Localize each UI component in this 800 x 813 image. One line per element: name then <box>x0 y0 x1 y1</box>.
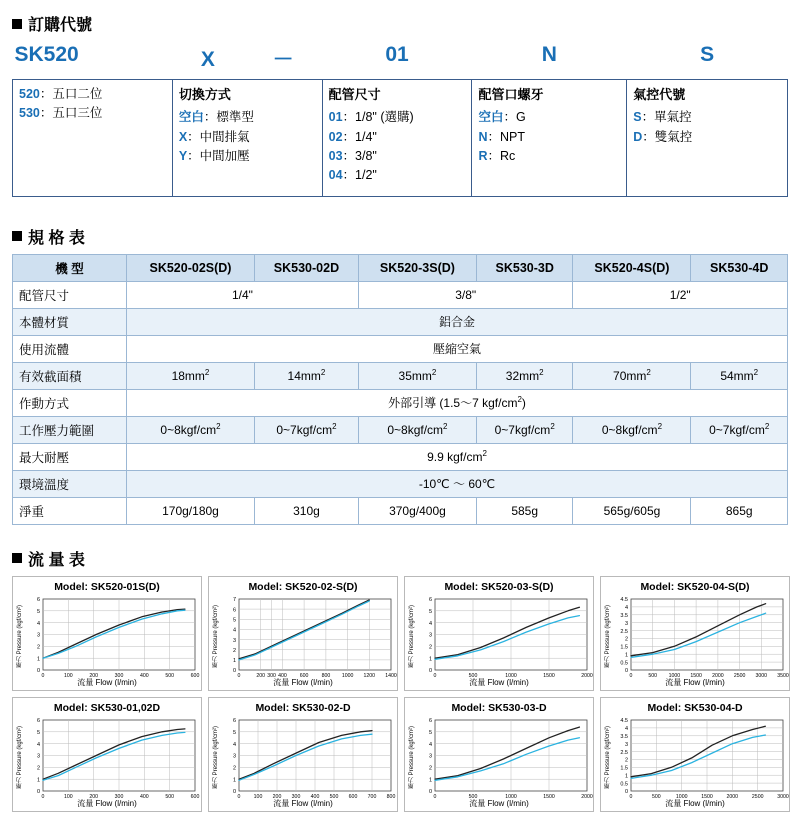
chart-plot <box>13 593 203 692</box>
svg-text:3: 3 <box>36 632 40 639</box>
chart-plot <box>405 593 595 692</box>
svg-text:500: 500 <box>329 793 339 800</box>
chart-plot <box>209 714 399 813</box>
spec-row <box>13 497 788 524</box>
order-code-table <box>12 41 788 197</box>
svg-text:100: 100 <box>63 672 73 679</box>
spec-row <box>13 362 788 389</box>
spec-cell: 9.9 kgf/$cm^2$ <box>127 443 788 470</box>
svg-text:0.5: 0.5 <box>620 659 628 666</box>
svg-text:600: 600 <box>190 793 200 800</box>
svg-text:500: 500 <box>165 793 175 800</box>
order-col-series: 520：五口二位 530：五口三位 <box>13 80 173 197</box>
svg-text:2000: 2000 <box>581 672 593 679</box>
svg-text:0: 0 <box>624 667 628 674</box>
svg-text:0: 0 <box>237 672 241 679</box>
svg-text:2: 2 <box>428 765 432 772</box>
svg-text:4: 4 <box>232 627 236 634</box>
svg-text:300: 300 <box>267 672 276 679</box>
code-cell-series: SK520 <box>14 43 79 66</box>
svg-text:0: 0 <box>428 788 432 795</box>
spec-cell: 585g <box>476 497 573 524</box>
svg-text:400: 400 <box>278 672 287 679</box>
svg-text:3: 3 <box>36 753 40 760</box>
spec-header-row <box>13 254 788 281</box>
spec-row <box>13 389 788 416</box>
svg-text:0: 0 <box>36 788 40 795</box>
svg-text:4: 4 <box>624 604 628 611</box>
svg-text:500: 500 <box>468 672 478 679</box>
svg-text:100: 100 <box>253 793 263 800</box>
chart-x-axis-label: 流量 Flow (l/min) <box>77 677 137 687</box>
svg-text:0: 0 <box>36 667 40 674</box>
chart-plot <box>601 714 791 813</box>
svg-text:1.5: 1.5 <box>620 765 628 772</box>
spec-cell: $35mm^2$ <box>358 362 476 389</box>
svg-text:300: 300 <box>114 672 124 679</box>
spec-row <box>13 470 788 497</box>
svg-text:3: 3 <box>232 637 236 644</box>
svg-text:0: 0 <box>41 793 45 800</box>
svg-text:1000: 1000 <box>505 793 517 800</box>
svg-text:200: 200 <box>256 672 266 679</box>
code-cell-port-size: 01 <box>385 43 409 66</box>
svg-text:3: 3 <box>624 620 628 627</box>
section-title-text: 流 量 表 <box>28 551 85 569</box>
svg-text:1500: 1500 <box>701 793 713 800</box>
spec-cell: $70mm^2$ <box>573 362 691 389</box>
spec-cell: 1/2" <box>573 281 788 308</box>
svg-text:600: 600 <box>348 793 358 800</box>
svg-text:0: 0 <box>232 788 236 795</box>
spec-cell: $0\sim 8kgf/cm^2$ <box>127 416 255 443</box>
spec-cell: 565g/605g <box>573 497 691 524</box>
order-col-control: 氣控代號 S：單氣控 D：雙氣控 <box>627 80 788 197</box>
spec-cell: $0\sim 8kgf/cm^2$ <box>573 416 691 443</box>
svg-text:600: 600 <box>299 672 309 679</box>
svg-text:3: 3 <box>232 753 236 760</box>
order-col-switching: 切換方式 空白：標準型 X：中間排氣 Y：中間加壓 <box>172 80 322 197</box>
spec-row-label: 配管尺寸 <box>13 281 127 308</box>
svg-text:3: 3 <box>624 741 628 748</box>
chart-x-axis-label: 流量 Flow (l/min) <box>273 677 333 687</box>
svg-text:200: 200 <box>89 793 99 800</box>
svg-text:1500: 1500 <box>543 672 555 679</box>
svg-text:1: 1 <box>428 777 432 784</box>
chart-y-axis-label: 壓力 Pressure (kgf/cm²) <box>17 604 23 668</box>
svg-text:2: 2 <box>624 757 628 764</box>
spec-cell: 170g/180g <box>127 497 255 524</box>
chart-x-axis-label: 流量 Flow (l/min) <box>665 798 725 808</box>
chart-y-axis-label: 壓力 Pressure (kgf/cm²) <box>17 725 23 789</box>
chart-plot <box>405 714 595 813</box>
svg-text:0: 0 <box>237 793 241 800</box>
svg-text:4: 4 <box>624 725 628 732</box>
svg-text:0: 0 <box>629 672 633 679</box>
spec-cell: $14mm^2$ <box>254 362 358 389</box>
svg-text:6: 6 <box>428 596 432 603</box>
svg-text:3: 3 <box>428 632 432 639</box>
svg-text:500: 500 <box>651 793 661 800</box>
svg-text:500: 500 <box>648 672 658 679</box>
flow-chart-1 <box>12 576 202 691</box>
svg-text:7: 7 <box>232 596 236 603</box>
svg-text:2: 2 <box>36 644 40 651</box>
svg-text:1: 1 <box>428 656 432 663</box>
order-col-thread: 配管口螺牙 空白：G N：NPT R：Rc <box>472 80 627 197</box>
svg-text:300: 300 <box>114 793 124 800</box>
svg-text:4: 4 <box>232 741 236 748</box>
chart-title: Model: SK520-02-S(D) <box>248 580 358 593</box>
svg-text:1: 1 <box>36 656 40 663</box>
order-code-description-row <box>13 80 788 197</box>
spec-row <box>13 443 788 470</box>
svg-text:6: 6 <box>232 717 236 724</box>
section-title-text: 規 格 表 <box>28 229 85 247</box>
svg-text:2500: 2500 <box>751 793 764 800</box>
spec-cell: 310g <box>254 497 358 524</box>
svg-text:2: 2 <box>36 765 40 772</box>
svg-text:4.5: 4.5 <box>620 596 628 603</box>
spec-cell: 鋁合金 <box>127 308 788 335</box>
svg-text:1000: 1000 <box>668 672 681 679</box>
svg-text:3.5: 3.5 <box>620 733 628 740</box>
chart-x-axis-label: 流量 Flow (l/min) <box>469 677 529 687</box>
spec-header-cell: SK530-4D <box>691 254 788 281</box>
svg-text:0: 0 <box>428 667 432 674</box>
order-code-row <box>13 41 788 80</box>
chart-y-axis-label: 壓力 Pressure (kgf/cm²) <box>213 604 219 668</box>
svg-text:2000: 2000 <box>712 672 724 679</box>
spec-table <box>12 254 788 525</box>
spec-row-label: 使用流體 <box>13 335 127 362</box>
svg-text:0: 0 <box>624 788 628 795</box>
chart-title: Model: SK530-01,02D <box>53 701 161 714</box>
svg-text:1200: 1200 <box>363 672 376 679</box>
svg-text:0: 0 <box>629 793 633 800</box>
svg-text:0: 0 <box>41 672 45 679</box>
flow-chart-3 <box>404 576 594 691</box>
svg-text:2000: 2000 <box>581 793 593 800</box>
section-title-order-code <box>12 12 788 35</box>
spec-header-cell: SK520-3S(D) <box>358 254 476 281</box>
svg-text:6: 6 <box>428 717 432 724</box>
spec-row <box>13 281 788 308</box>
svg-text:2: 2 <box>428 644 432 651</box>
spec-row-label: 環境溫度 <box>13 470 127 497</box>
flow-chart-4 <box>600 576 790 691</box>
spec-row-label: 工作壓力範圍 <box>13 416 127 443</box>
svg-text:4: 4 <box>428 741 432 748</box>
chart-plot <box>601 593 791 692</box>
svg-text:1000: 1000 <box>341 672 354 679</box>
spec-row-label: 淨重 <box>13 497 127 524</box>
chart-plot <box>13 714 203 813</box>
spec-cell: 壓縮空氣 <box>127 335 788 362</box>
spec-row <box>13 335 788 362</box>
svg-text:4: 4 <box>428 620 432 627</box>
svg-text:800: 800 <box>321 672 331 679</box>
svg-text:3000: 3000 <box>755 672 768 679</box>
svg-text:3500: 3500 <box>777 672 789 679</box>
svg-text:0.5: 0.5 <box>620 780 628 787</box>
flow-chart-2 <box>208 576 398 691</box>
svg-text:300: 300 <box>291 793 301 800</box>
svg-text:1000: 1000 <box>675 793 688 800</box>
spec-cell: $0\sim 7kgf/cm^2$ <box>691 416 788 443</box>
flow-chart-6 <box>208 697 398 812</box>
svg-text:2: 2 <box>624 636 628 643</box>
svg-text:100: 100 <box>63 793 73 800</box>
spec-row-label: 有效截面積 <box>13 362 127 389</box>
chart-title: Model: SK520-04-S(D) <box>640 580 750 593</box>
svg-text:5: 5 <box>36 608 40 615</box>
spec-cell: 865g <box>691 497 788 524</box>
chart-title: Model: SK530-02-D <box>255 701 351 714</box>
svg-text:2: 2 <box>232 647 236 654</box>
svg-text:0: 0 <box>433 672 437 679</box>
svg-text:1500: 1500 <box>690 672 702 679</box>
chart-title: Model: SK520-01S(D) <box>54 580 160 593</box>
spec-cell: 3/8" <box>358 281 573 308</box>
spec-cell: $0\sim 7kgf/cm^2$ <box>254 416 358 443</box>
spec-row-label: 作動方式 <box>13 389 127 416</box>
svg-text:1500: 1500 <box>543 793 555 800</box>
svg-text:1: 1 <box>624 652 628 659</box>
svg-text:1: 1 <box>624 773 628 780</box>
spec-header-cell: SK520-02S(D) <box>127 254 255 281</box>
bullet-square-icon <box>12 553 22 563</box>
chart-y-axis-label: 壓力 Pressure (kgf/cm²) <box>409 604 415 668</box>
section-title-flow <box>12 547 788 570</box>
svg-text:700: 700 <box>367 793 377 800</box>
code-cell-switch: X － <box>200 48 294 71</box>
svg-text:4.5: 4.5 <box>620 717 628 724</box>
svg-text:400: 400 <box>310 793 320 800</box>
svg-text:400: 400 <box>139 793 149 800</box>
section-title-spec <box>12 225 788 248</box>
svg-text:600: 600 <box>190 672 200 679</box>
spec-header-cell: 機 型 <box>13 254 127 281</box>
chart-title: Model: SK520-03-S(D) <box>444 580 554 593</box>
svg-text:5: 5 <box>232 729 236 736</box>
bullet-square-icon <box>12 19 22 29</box>
svg-text:3.5: 3.5 <box>620 612 628 619</box>
svg-text:2000: 2000 <box>726 793 739 800</box>
spec-header-cell: SK530-3D <box>476 254 573 281</box>
svg-text:4: 4 <box>36 741 40 748</box>
chart-plot <box>209 593 399 692</box>
spec-cell: $18mm^2$ <box>127 362 255 389</box>
flow-chart-5 <box>12 697 202 812</box>
spec-row <box>13 416 788 443</box>
order-col-port-size: 配管尺寸 01：1/8" (選購) 02：1/4" 03：3/8" 04：1/2" <box>322 80 472 197</box>
svg-text:2.5: 2.5 <box>620 628 628 635</box>
chart-x-axis-label: 流量 Flow (l/min) <box>77 798 137 808</box>
chart-y-axis-label: 壓力 Pressure (kgf/cm²) <box>605 725 611 789</box>
spec-row <box>13 308 788 335</box>
svg-text:6: 6 <box>232 606 236 613</box>
svg-text:1.5: 1.5 <box>620 644 628 651</box>
section-title-text: 訂購代號 <box>28 17 93 34</box>
svg-text:2.5: 2.5 <box>620 749 628 756</box>
svg-text:6: 6 <box>36 717 40 724</box>
spec-cell: -10℃ ～ 60℃ <box>127 470 788 497</box>
chart-x-axis-label: 流量 Flow (l/min) <box>273 798 333 808</box>
svg-text:1400: 1400 <box>385 672 397 679</box>
spec-row-label: 本體材質 <box>13 308 127 335</box>
spec-cell: $54mm^2$ <box>691 362 788 389</box>
chart-title: Model: SK530-03-D <box>451 701 547 714</box>
svg-text:0: 0 <box>232 667 236 674</box>
svg-text:2500: 2500 <box>733 672 746 679</box>
svg-text:200: 200 <box>272 793 282 800</box>
svg-text:5: 5 <box>428 608 432 615</box>
svg-text:1000: 1000 <box>505 672 517 679</box>
spec-header-cell: SK520-4S(D) <box>573 254 691 281</box>
flow-chart-grid <box>12 576 792 812</box>
svg-text:2: 2 <box>232 765 236 772</box>
flow-chart-8 <box>600 697 790 812</box>
chart-y-axis-label: 壓力 Pressure (kgf/cm²) <box>409 725 415 789</box>
svg-text:1: 1 <box>36 777 40 784</box>
svg-text:4: 4 <box>36 620 40 627</box>
bullet-square-icon <box>12 231 22 241</box>
spec-cell: $0\sim 8kgf/cm^2$ <box>358 416 476 443</box>
chart-x-axis-label: 流量 Flow (l/min) <box>469 798 529 808</box>
svg-text:500: 500 <box>468 793 478 800</box>
chart-y-axis-label: 壓力 Pressure (kgf/cm²) <box>605 604 611 668</box>
svg-text:200: 200 <box>89 672 99 679</box>
svg-text:800: 800 <box>386 793 396 800</box>
spec-cell: $0\sim 7kgf/cm^2$ <box>476 416 573 443</box>
svg-text:1: 1 <box>232 777 236 784</box>
code-cell-thread: N <box>541 43 557 66</box>
chart-title: Model: SK530-04-D <box>647 701 743 714</box>
spec-header-cell: SK530-02D <box>254 254 358 281</box>
spec-cell: 1/4" <box>127 281 359 308</box>
svg-text:400: 400 <box>139 672 149 679</box>
chart-y-axis-label: 壓力 Pressure (kgf/cm²) <box>213 725 219 789</box>
code-cell-control: S <box>700 43 715 66</box>
svg-text:3: 3 <box>428 753 432 760</box>
svg-text:500: 500 <box>165 672 175 679</box>
svg-text:6: 6 <box>36 596 40 603</box>
flow-chart-7 <box>404 697 594 812</box>
spec-cell: 370g/400g <box>358 497 476 524</box>
chart-x-axis-label: 流量 Flow (l/min) <box>665 677 725 687</box>
svg-text:1: 1 <box>232 657 236 664</box>
spec-cell: 外部引導 (1.5～7 kgf/$cm^2$) <box>127 389 788 416</box>
svg-text:0: 0 <box>433 793 437 800</box>
svg-text:5: 5 <box>428 729 432 736</box>
spec-cell: $32mm^2$ <box>476 362 573 389</box>
svg-text:3000: 3000 <box>777 793 789 800</box>
svg-text:5: 5 <box>232 617 236 624</box>
svg-text:5: 5 <box>36 729 40 736</box>
spec-row-label: 最大耐壓 <box>13 443 127 470</box>
